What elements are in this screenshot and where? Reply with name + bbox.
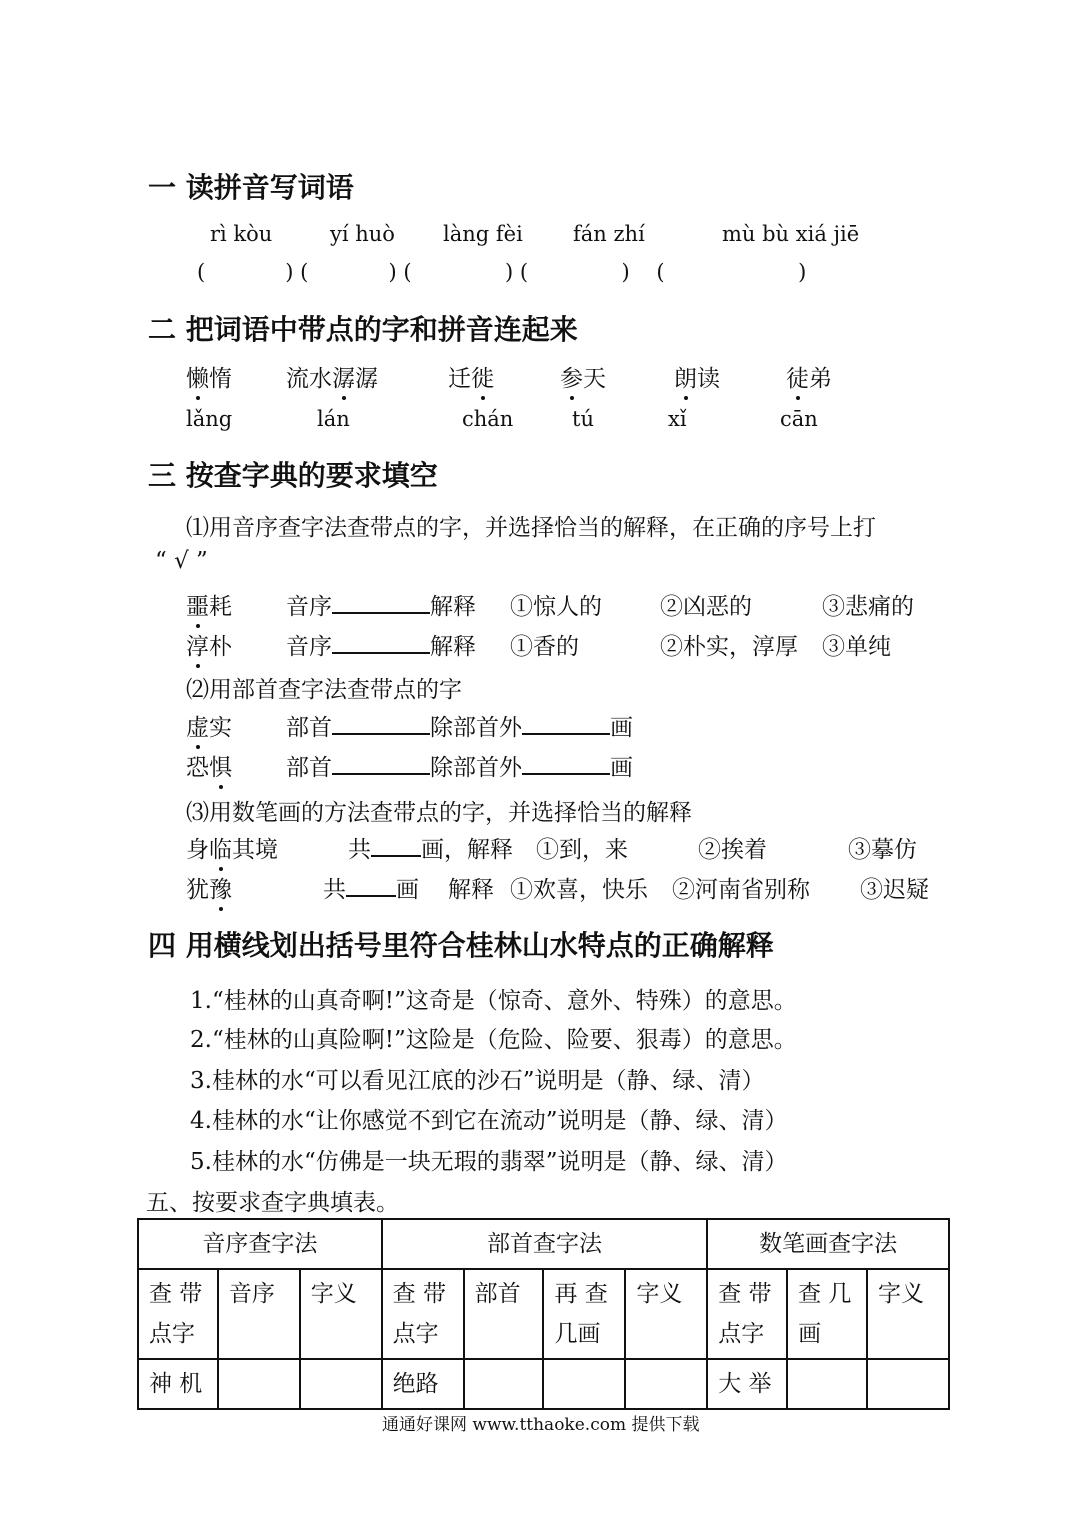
column-header: 查 带 点字 <box>707 1269 787 1359</box>
q1-instruction: ⑴用音序查字法查带点的字，并选择恰当的解释，在正确的序号上打 <box>186 515 876 541</box>
group-header: 数笔画查字法 <box>707 1219 949 1269</box>
answer-blank[interactable] <box>332 753 430 775</box>
answer-brackets[interactable]: ( ) ( ) ( ) ( ) ( ) <box>197 260 807 284</box>
q1-item-1-opt3[interactable]: ③悲痛的 <box>822 594 914 620</box>
q3-item-1-word: 身临 其境 <box>186 831 278 864</box>
s4-item-1: 1.“桂林的山真奇啊!”这奇是（惊奇、意外、特殊）的意思。 <box>190 988 797 1014</box>
answer-blank[interactable] <box>332 713 430 735</box>
q1-item-2-word: 淳 朴 <box>186 628 232 661</box>
column-header: 查 几 画 <box>787 1269 867 1359</box>
table-cell[interactable] <box>543 1359 625 1409</box>
emphasis-dot-icon <box>481 396 485 400</box>
q2-item-1-word: 虚 实 <box>186 709 232 742</box>
q3-item-2-label: 解释 <box>448 877 494 903</box>
q2-instruction: ⑵用部首查字法查带点的字 <box>186 677 462 703</box>
q3-item-1-opt3[interactable]: ③摹仿 <box>848 837 917 863</box>
dotted-char: 徒 <box>786 366 809 392</box>
answer-blank[interactable] <box>332 592 430 614</box>
dotted-char: 参 <box>560 366 583 392</box>
q3-item-1-opt1[interactable]: ①到，来 <box>536 837 628 863</box>
word-4: 参 天 <box>560 360 606 393</box>
table-cell[interactable] <box>787 1359 867 1409</box>
column-header: 查 带 点字 <box>382 1269 464 1359</box>
q1-item-2-opt3[interactable]: ③单纯 <box>822 634 891 660</box>
dotted-char: 潺 <box>332 366 355 392</box>
group-header: 部首查字法 <box>382 1219 708 1269</box>
column-header: 字义 <box>625 1269 707 1359</box>
table-cell: 大 举 <box>707 1359 787 1409</box>
s4-item-4: 4.桂林的水“让你感觉不到它在流动”说明是（静、绿、清） <box>190 1108 788 1134</box>
column-header: 再 查 几画 <box>543 1269 625 1359</box>
pinyin-1: rì kòu <box>210 222 273 246</box>
column-header: 字义 <box>300 1269 382 1359</box>
dotted-char: 惧 <box>209 755 232 781</box>
q3-item-2-opt2[interactable]: ②河南省别称 <box>672 877 810 903</box>
dotted-char: 徙 <box>471 366 494 392</box>
q2-item-2-word: 恐惧 <box>186 749 232 782</box>
pinyin-4: fán zhí <box>573 222 645 246</box>
q1-item-1-fields: 音序 解释 <box>286 594 476 620</box>
q3-item-2-fields: 共 画 <box>323 877 419 903</box>
q3-item-2-word: 犹豫 <box>186 871 232 904</box>
q2-item-2-fields: 部首 除部首外 画 <box>286 755 633 781</box>
emphasis-dot-icon <box>219 785 223 789</box>
column-header: 查 带 点字 <box>138 1269 218 1359</box>
s4-item-5: 5.桂林的水“仿佛是一块无瑕的翡翠”说明是（静、绿、清） <box>190 1149 788 1175</box>
word-5: 朗 读 <box>674 360 720 393</box>
table-cell[interactable] <box>464 1359 544 1409</box>
dotted-char: 淳 <box>186 634 209 660</box>
section-4-title: 四 用横线划出括号里符合桂林山水特点的正确解释 <box>148 929 774 962</box>
section-2-title: 二 把词语中带点的字和拼音连起来 <box>148 313 578 346</box>
q3-item-1-opt2[interactable]: ②挨着 <box>698 837 767 863</box>
table-header-row <box>138 1269 949 1359</box>
lookup-table <box>137 1218 950 1410</box>
emphasis-dot-icon <box>342 396 346 400</box>
word-6: 徒 弟 <box>786 360 832 393</box>
dotted-char: 噩 <box>186 594 209 620</box>
section-1-title: 一 读拼音写词语 <box>148 171 354 204</box>
dotted-char: 临 <box>209 837 232 863</box>
q1-item-1-opt1[interactable]: ①惊人的 <box>510 594 602 620</box>
pinyin-option-2: lán <box>317 407 350 431</box>
dotted-char: 懒 <box>186 366 209 392</box>
emphasis-dot-icon <box>219 907 223 911</box>
q1-item-2-opt1[interactable]: ①香的 <box>510 634 579 660</box>
q3-item-1-fields: 共 画，解释 <box>348 837 513 863</box>
table-row <box>138 1359 949 1409</box>
pinyin-3: làng fèi <box>443 222 523 246</box>
q3-item-2-opt3[interactable]: ③迟疑 <box>860 877 929 903</box>
answer-blank[interactable] <box>371 835 421 857</box>
s4-item-3: 3.桂林的水“可以看见江底的沙石”说明是（静、绿、清） <box>190 1068 765 1094</box>
page-footer: 通通好课网 www.tthaoke.com 提供下载 <box>382 1415 700 1435</box>
answer-blank[interactable] <box>522 713 610 735</box>
q3-instruction: ⑶用数笔画的方法查带点的字，并选择恰当的解释 <box>186 800 692 826</box>
s4-item-2: 2.“桂林的山真险啊!”这险是（危险、险要、狠毒）的意思。 <box>190 1027 797 1053</box>
table-cell[interactable] <box>218 1359 300 1409</box>
section-3-title: 三 按查字典的要求填空 <box>148 459 438 492</box>
dotted-char: 朗 <box>674 366 697 392</box>
emphasis-dot-icon <box>570 396 574 400</box>
dotted-char: 虚 <box>186 715 209 741</box>
word-3: 迁徙 <box>448 360 494 393</box>
pinyin-option-1: lǎng <box>186 407 233 431</box>
dotted-char: 豫 <box>209 877 232 903</box>
table-cell[interactable] <box>867 1359 949 1409</box>
pinyin-5: mù bù xiá jiē <box>722 222 860 246</box>
pinyin-option-6: cān <box>780 407 818 431</box>
q1-item-1-opt2[interactable]: ②凶恶的 <box>660 594 752 620</box>
answer-blank[interactable] <box>346 875 396 897</box>
q2-item-1-fields: 部首 除部首外 画 <box>286 715 633 741</box>
column-header: 音序 <box>218 1269 300 1359</box>
table-cell[interactable] <box>625 1359 707 1409</box>
table-cell: 绝路 <box>382 1359 464 1409</box>
table-group-row <box>138 1219 949 1269</box>
table-cell: 神 机 <box>138 1359 218 1409</box>
pinyin-option-4: tú <box>572 407 594 431</box>
q1-item-1-word: 噩 耗 <box>186 588 232 621</box>
emphasis-dot-icon <box>796 396 800 400</box>
column-header: 字义 <box>867 1269 949 1359</box>
group-header: 音序查字法 <box>138 1219 382 1269</box>
column-header: 部首 <box>464 1269 544 1359</box>
q1-checkmark: “ √ ” <box>155 548 208 574</box>
q1-item-2-opt2[interactable]: ②朴实，淳厚 <box>660 634 798 660</box>
answer-blank[interactable] <box>332 632 430 654</box>
table-cell[interactable] <box>300 1359 382 1409</box>
emphasis-dot-icon <box>684 396 688 400</box>
q1-item-2-fields: 音序 解释 <box>286 634 476 660</box>
q3-item-2-opt1[interactable]: ①欢喜，快乐 <box>510 877 648 903</box>
emphasis-dot-icon <box>196 396 200 400</box>
word-2: 流水潺 潺 <box>286 360 378 393</box>
pinyin-option-5: xǐ <box>668 407 687 431</box>
section-5-title: 五、按要求查字典填表。 <box>146 1190 399 1216</box>
pinyin-2: yí huò <box>330 222 395 246</box>
answer-blank[interactable] <box>522 753 610 775</box>
pinyin-option-3: chán <box>462 407 514 431</box>
word-1: 懒 惰 <box>186 360 232 393</box>
emphasis-dot-icon <box>196 664 200 668</box>
